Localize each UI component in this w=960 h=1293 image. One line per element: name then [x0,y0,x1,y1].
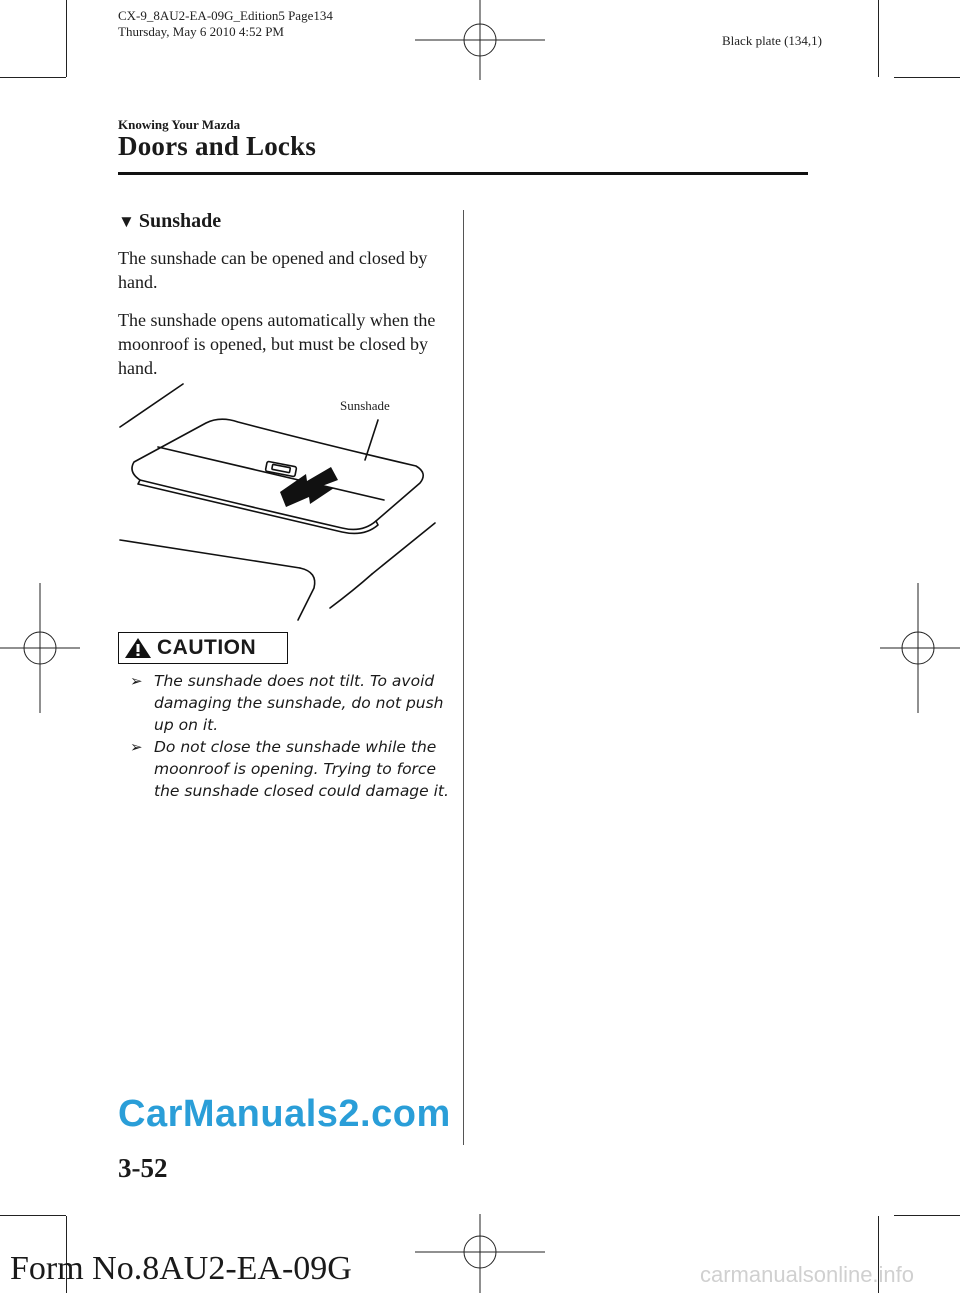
column-divider [463,210,464,1145]
caution-box [118,632,288,664]
sunshade-handle [265,461,296,477]
print-header-line2: Thursday, May 6 2010 4:52 PM [118,24,284,39]
sunshade-callout-label: Sunshade [340,398,390,413]
trim-curve [298,568,315,620]
subsection-heading [118,210,221,233]
page-number: 3-52 [118,1153,168,1183]
form-number: Form No.8AU2-EA-09G [10,1250,352,1287]
warning-triangle-icon [123,636,153,660]
caution-item [130,736,450,802]
paragraph: The sunshade can be opened and closed by hand. [118,248,428,292]
paragraph: The sunshade opens automatically when the moonroof is opened, but must be closed by hand. [118,310,436,378]
caution-list [130,670,450,802]
print-header-line1: CX-9_8AU2-EA-09G_Edition5 Page134 [118,8,333,23]
page-title: Doors and Locks [118,131,317,161]
arrow-bullet-icon: ➢ [130,672,143,690]
arrow-bullet-icon: ➢ [130,738,143,756]
caution-item-text: The sunshade does not tilt. To avoid damaging the sunshade, do not push up on it. [154,672,444,734]
watermark-logo: CarManuals2.com [118,1093,451,1135]
trim-line [120,540,300,568]
caution-label: CAUTION [157,636,257,659]
caution-item-text: Do not close the sunshade while the moonroof is opening. Trying to force the sunshade closed could damage it. [154,738,449,800]
sunshade-callout-leader [365,420,378,460]
plate-label: Black plate (134,1) [722,33,822,48]
triangle-marker-icon: ▼ [118,211,135,231]
subsection-title: Sunshade [138,210,222,232]
print-header [118,8,333,40]
footer-site-link[interactable]: carmanualsonline.info [700,1262,915,1287]
pillar-line [330,574,372,608]
roof-edge-line [120,384,183,427]
title-rule [118,172,808,175]
caution-item [130,670,450,736]
sunshade-diagram [110,380,450,625]
section-label: Knowing Your Mazda [118,117,241,132]
